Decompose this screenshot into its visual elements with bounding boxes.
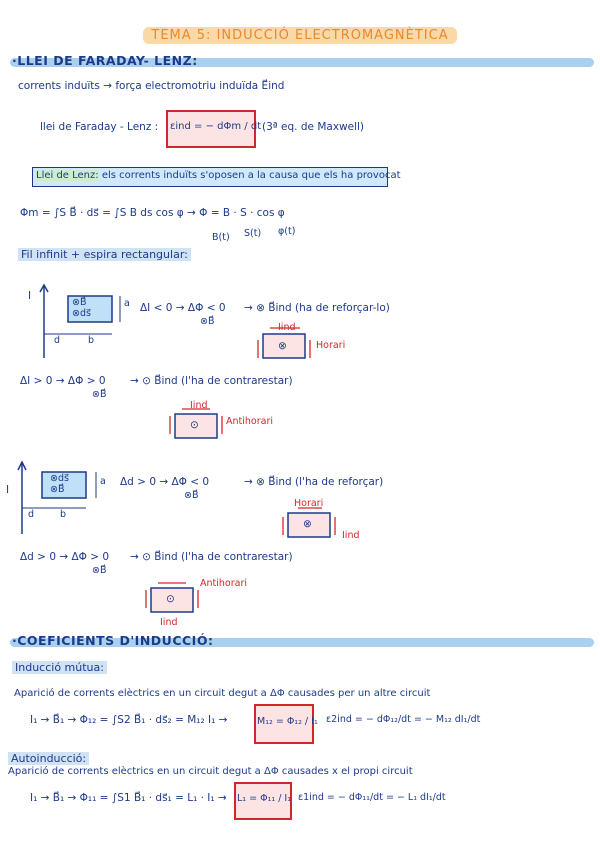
c3-loop-symbol: ⊗ bbox=[303, 518, 312, 530]
c4-iind: Iind bbox=[160, 617, 178, 628]
c1-field: ⊗B⃗ bbox=[72, 297, 87, 308]
c2-loop-symbol: ⊙ bbox=[190, 419, 199, 431]
mutual-box-formula: M₁₂ = Φ₁₂ / I₁ bbox=[257, 716, 318, 727]
section-heading-faraday: ·LLEI DE FARADAY- LENZ: bbox=[12, 53, 198, 68]
faraday-label: llei de Faraday - Lenz : bbox=[40, 121, 159, 133]
auto-label-text: Autoinducció: bbox=[8, 752, 89, 765]
induced-currents-line: corrents induïts → força electromotriu induïda E⃗ind bbox=[18, 80, 285, 92]
auto-text: Aparició de corrents elèctrics en un circuit degut a ΔΦ causades x el propi circuit bbox=[8, 766, 413, 777]
c1-direction: Horari bbox=[316, 340, 346, 351]
c2-iind: Iind bbox=[190, 400, 208, 411]
flux-equation: Φm = ∫S B⃗ · ds⃗ = ∫S B ds cos φ → Φ = B · S · cos φ bbox=[20, 207, 285, 219]
c1-b: b bbox=[88, 335, 95, 346]
c2-chain-b: ⊗B⃗ bbox=[92, 389, 107, 400]
section-heading-coefficients: ·COEFICIENTS D'INDUCCIÓ: bbox=[12, 633, 214, 648]
c3-current: I bbox=[6, 484, 10, 496]
c1-chain: ΔI < 0 → ΔΦ < 0 bbox=[140, 302, 226, 314]
mutual-label-text: Inducció mútua: bbox=[12, 661, 107, 674]
auto-box-formula: L₁ = Φ₁₁ / I₁ bbox=[237, 793, 292, 804]
c4-chain-b: ⊗B⃗ bbox=[92, 565, 107, 576]
faraday-note: (3ª eq. de Maxwell) bbox=[262, 121, 365, 133]
c3-chain: Δd > 0 → ΔΦ < 0 bbox=[120, 476, 210, 488]
c1-result: → ⊗ B⃗ind (ha de reforçar-lo) bbox=[244, 302, 390, 314]
c4-loop-symbol: ⊙ bbox=[166, 593, 175, 605]
subheading-wire-loop-text: Fil infinit + espira rectangular: bbox=[18, 248, 191, 261]
c3-chain-b: ⊗B⃗ bbox=[184, 490, 199, 501]
c1-a: a bbox=[124, 298, 130, 309]
c3-a: a bbox=[100, 476, 106, 487]
c1-current: I bbox=[28, 290, 32, 302]
c3-field: ⊗B⃗ bbox=[50, 484, 65, 495]
c3-ds: ⊗ds⃗ bbox=[50, 473, 69, 484]
mutual-text: Aparició de corrents elèctrics en un circuit degut a ΔΦ causades per un altre circuit bbox=[14, 688, 431, 699]
flux-note-b: B(t) bbox=[212, 232, 230, 243]
lenz-label: Llei de Lenz: bbox=[36, 170, 99, 181]
auto-equation: I₁ → B⃗₁ → Φ₁₁ = ∫S1 B⃗₁ · ds⃗₁ = L₁ · I₁ → bbox=[30, 792, 227, 804]
page-title-text: TEMA 5: INDUCCIÓ ELECTROMAGNÈTICA bbox=[143, 27, 456, 44]
c3-iind: Iind bbox=[342, 530, 360, 541]
c2-direction: Antihorari bbox=[226, 416, 273, 427]
c3-result: → ⊗ B⃗ind (l'ha de reforçar) bbox=[244, 476, 384, 488]
c1-iind: Iind bbox=[278, 322, 296, 333]
auto-label bbox=[8, 752, 89, 765]
c4-direction: Antihorari bbox=[200, 578, 247, 589]
c2-chain: ΔI > 0 → ΔΦ > 0 bbox=[20, 375, 106, 387]
c1-d: d bbox=[54, 335, 61, 346]
c4-result: → ⊙ B⃗ind (l'ha de contrarestar) bbox=[130, 551, 293, 563]
flux-note-s: S(t) bbox=[244, 228, 262, 239]
c3-d: d bbox=[28, 509, 35, 520]
c1-loop-symbol: ⊗ bbox=[278, 340, 287, 352]
mutual-emf: ε2ind = − dΦ₁₂/dt = − M₁₂ dI₁/dt bbox=[326, 714, 481, 725]
mutual-equation: I₁ → B⃗₁ → Φ₁₂ = ∫S2 B⃗₁ · ds⃗₂ = M₁₂ I₁ → bbox=[30, 714, 228, 726]
auto-emf: ε1ind = − dΦ₁₁/dt = − L₁ dI₁/dt bbox=[298, 792, 446, 803]
c3-b: b bbox=[60, 509, 67, 520]
c4-chain: Δd > 0 → ΔΦ > 0 bbox=[20, 551, 110, 563]
c1-ds: ⊗ds⃗ bbox=[72, 308, 91, 319]
flux-note-phi: φ(t) bbox=[278, 226, 296, 237]
faraday-formula: εind = − dΦm / dt bbox=[170, 121, 262, 132]
mutual-label bbox=[12, 661, 107, 674]
c1-chain-b: ⊗B⃗ bbox=[200, 316, 215, 327]
lenz-text: els corrents induïts s'oposen a la causa que els ha provocat bbox=[101, 170, 401, 181]
c3-direction: Horari bbox=[294, 498, 324, 509]
c2-result: → ⊙ B⃗ind (l'ha de contrarestar) bbox=[130, 375, 293, 387]
